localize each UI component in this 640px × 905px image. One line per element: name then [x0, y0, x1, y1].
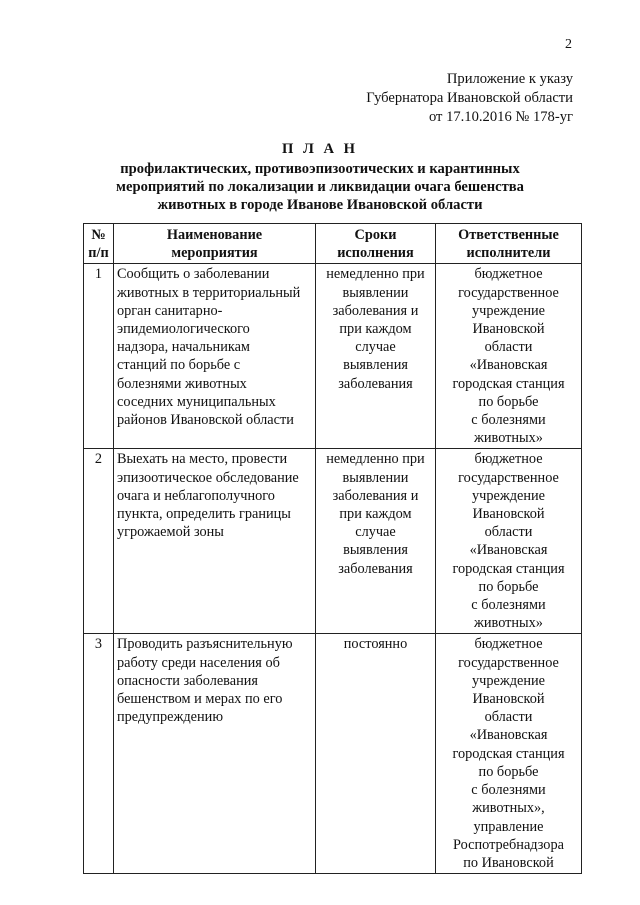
row-number: 3	[84, 634, 114, 874]
measure-cell-line: соседних муниципальных	[117, 393, 276, 410]
row-number: 2	[84, 449, 114, 634]
title-line-3: животных в городе Иванове Ивановской области	[157, 197, 483, 213]
table-header-row	[84, 224, 582, 264]
executor-cell-line: городская станция	[452, 560, 565, 577]
term-cell-line: немедленно при	[326, 451, 425, 468]
executor-cell-line: бюджетное	[474, 266, 543, 283]
measure-cell	[114, 449, 316, 634]
measure-cell-line: опасности заболевания	[117, 672, 258, 689]
term-cell-line: постоянно	[343, 636, 408, 653]
term-cell-line: немедленно при	[326, 266, 425, 283]
term-cell-line: случае	[355, 524, 396, 541]
executor-cell-line: учреждение	[472, 487, 545, 504]
executor-cell-line: Роспотребнадзора	[453, 836, 564, 853]
term-cell-line: выявления	[343, 357, 408, 374]
measure-cell-line: угрожаемой зоны	[117, 524, 224, 541]
measure-cell-line: эпидемиологического	[117, 321, 250, 338]
executor-cell-line: по Ивановской	[463, 854, 554, 871]
table-row	[84, 264, 582, 449]
page-number: 2	[565, 37, 572, 52]
executor-cell-line: «Ивановская	[469, 357, 548, 374]
executor-cell-line: с болезнями	[471, 597, 546, 614]
executor-cell-line: Ивановской	[472, 691, 545, 708]
executor-cell-line: Ивановской	[472, 321, 545, 338]
executor-cell-line: государственное	[458, 654, 559, 671]
measures-table	[83, 223, 582, 874]
table-row	[84, 449, 582, 634]
executor-cell-line: учреждение	[472, 672, 545, 689]
term-cell-line: случае	[355, 339, 396, 356]
measure-cell-line: бешенством и мерах по его	[117, 691, 283, 708]
executor-cell-line: городская станция	[452, 745, 565, 762]
measure-cell	[114, 634, 316, 874]
appendix-line-1: Приложение к указу	[446, 71, 573, 87]
document-title	[0, 140, 640, 214]
executor-cell-line: государственное	[458, 284, 559, 301]
title-line-1: профилактических, противоэпизоотических и карантинных	[120, 161, 520, 177]
executor-cell-line: государственное	[458, 469, 559, 486]
executor-cell-line: «Ивановская	[469, 542, 548, 559]
header-terms: Сроки исполнения	[316, 224, 436, 264]
term-cell-line: при каждом	[339, 321, 412, 338]
term-cell-line: заболевания	[338, 375, 413, 392]
executor-cell-line: Ивановской	[472, 506, 545, 523]
executor-cell	[436, 634, 582, 874]
term-cell-line: выявлении	[342, 284, 409, 301]
executor-cell-line: области	[484, 524, 533, 541]
header-number: № п/п	[84, 224, 114, 264]
executor-cell-line: по борьбе	[478, 393, 539, 410]
executor-cell	[436, 264, 582, 449]
term-cell-line: заболевания	[338, 560, 413, 577]
executor-cell-line: животных»,	[472, 800, 545, 817]
executor-cell	[436, 449, 582, 634]
executor-cell-line: управление	[473, 818, 544, 835]
term-cell-line: выявлении	[342, 469, 409, 486]
executor-cell-line: городская станция	[452, 375, 565, 392]
term-cell-line: заболевания и	[332, 302, 419, 319]
title-line-2: мероприятий по локализации и ликвидации очага бешенства	[116, 179, 524, 195]
term-cell-line: при каждом	[339, 506, 412, 523]
term-cell	[316, 264, 436, 449]
term-cell	[316, 634, 436, 874]
header-measure: Наименование мероприятия	[114, 224, 316, 264]
appendix-line-2: Губернатора Ивановской области	[366, 90, 573, 106]
measure-cell-line: Проводить разъяснительную	[117, 636, 293, 653]
term-cell-line: выявления	[343, 542, 408, 559]
measure-cell-line: работу среди населения об	[117, 654, 280, 671]
header-executors: Ответственные исполнители	[436, 224, 582, 264]
appendix-line-3: от 17.10.2016 № 178-уг	[428, 109, 573, 125]
executor-cell-line: животных»	[474, 430, 543, 447]
measure-cell	[114, 264, 316, 449]
row-number: 1	[84, 264, 114, 449]
measure-cell-line: Выехать на место, провести	[117, 451, 288, 468]
executor-cell-line: с болезнями	[471, 412, 546, 429]
term-cell	[316, 449, 436, 634]
executor-cell-line: животных»	[474, 615, 543, 632]
executor-cell-line: области	[484, 339, 533, 356]
measure-cell-line: предупреждению	[117, 709, 224, 726]
executor-cell-line: бюджетное	[474, 451, 543, 468]
executor-cell-line: с болезнями	[471, 782, 546, 799]
measure-cell-line: Сообщить о заболевании	[117, 266, 270, 283]
appendix-note	[366, 70, 573, 127]
table-row	[84, 634, 582, 874]
measure-cell-line: станций по борьбе с	[117, 357, 241, 374]
measure-cell-line: надзора, начальникам	[117, 339, 250, 356]
measure-cell-line: пункта, определить границы	[117, 506, 291, 523]
executor-cell-line: области	[484, 709, 533, 726]
measure-cell-line: эпизоотическое обследование	[117, 469, 299, 486]
measure-cell-line: очага и неблагополучного	[117, 487, 275, 504]
executor-cell-line: по борьбе	[478, 763, 539, 780]
measure-cell-line: орган санитарно-	[117, 302, 223, 319]
measure-cell-line: болезнями животных	[117, 375, 247, 392]
title-plan: П Л А Н	[281, 141, 359, 157]
term-cell-line: заболевания и	[332, 487, 419, 504]
executor-cell-line: «Ивановская	[469, 727, 548, 744]
measure-cell-line: животных в территориальный	[117, 284, 301, 301]
executor-cell-line: бюджетное	[474, 636, 543, 653]
executor-cell-line: по борьбе	[478, 578, 539, 595]
measure-cell-line: районов Ивановской области	[117, 412, 294, 429]
executor-cell-line: учреждение	[472, 302, 545, 319]
